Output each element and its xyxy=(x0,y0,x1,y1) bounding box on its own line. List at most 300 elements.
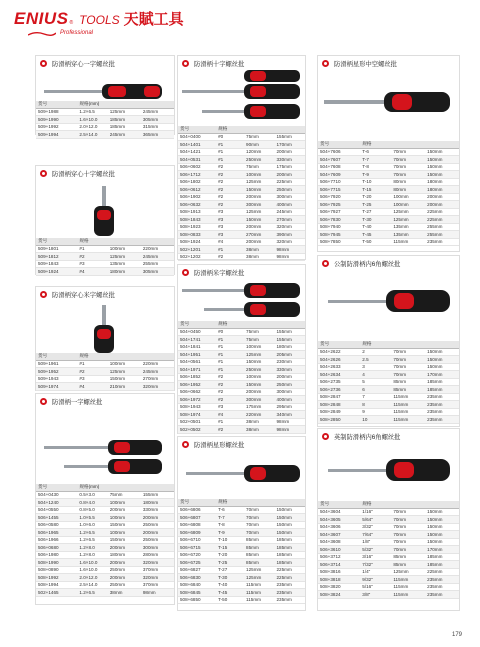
table-cell: 115mm xyxy=(391,583,425,591)
table-cell: 506+3714 xyxy=(318,561,360,569)
table-row xyxy=(36,499,174,507)
table-cell: 70mm xyxy=(391,516,425,524)
table-cell: 70mm xyxy=(391,348,425,356)
table-cell: 120mm xyxy=(244,148,274,156)
table-cell: 504+3605 xyxy=(318,516,360,524)
table-cell: 1.0×5.5 xyxy=(77,514,107,522)
table-cell: 220mm xyxy=(141,360,174,368)
table-cell: 125mm xyxy=(108,368,141,376)
spec-table xyxy=(36,484,174,597)
table-cell: 225mm xyxy=(275,574,306,582)
table-cell: 270mm xyxy=(244,231,274,239)
column-header: 货号 xyxy=(178,126,216,133)
table-cell: 70mm xyxy=(391,531,425,539)
table-row xyxy=(36,574,174,582)
table-cell: 504+1421 xyxy=(178,148,216,156)
table-cell: T-50 xyxy=(360,238,391,246)
table-row xyxy=(36,260,174,268)
table-cell: 5 xyxy=(360,378,391,386)
table-cell: 38mm xyxy=(244,418,274,426)
table-cell: #2 xyxy=(216,163,244,171)
product-image xyxy=(182,455,304,495)
table-cell: T-9 xyxy=(216,529,244,537)
table-cell: 330mm xyxy=(141,506,174,514)
table-cell: T-10 xyxy=(216,536,244,544)
table-cell: 1.2×8.0 xyxy=(77,544,107,552)
table-row xyxy=(178,238,305,246)
table-cell: 506+6827 xyxy=(178,566,216,574)
table-cell: 245mm xyxy=(141,368,174,376)
table-row xyxy=(178,223,305,231)
table-cell: 155mm xyxy=(275,336,306,344)
panel-title: 防滑柄十字螺丝批 xyxy=(178,56,244,70)
table-cell: 200mm xyxy=(108,574,141,582)
product-image xyxy=(66,305,146,353)
table-cell: 70mm xyxy=(391,356,425,364)
table-cell: T-27 xyxy=(360,208,391,216)
table-row xyxy=(318,408,459,416)
table-row xyxy=(178,418,305,426)
table-cell: 1.6×10.0 xyxy=(77,559,107,567)
table-cell: 1/8" xyxy=(360,538,391,546)
table-row xyxy=(178,343,305,351)
table-cell: 320mm xyxy=(141,574,174,582)
table-cell: 185mm xyxy=(425,561,459,569)
panel-slot xyxy=(35,393,175,605)
table-header-row xyxy=(318,341,459,348)
table-row xyxy=(318,223,459,231)
panel-title: 防滑柄星形中空螺丝批 xyxy=(318,56,397,70)
table-cell: 230mm xyxy=(275,358,306,366)
column-header xyxy=(141,484,174,491)
table-cell: 255mm xyxy=(141,260,174,268)
table-cell: 506+1965 xyxy=(36,529,77,537)
table-cell: 200mm xyxy=(244,193,274,201)
table-cell: 330mm xyxy=(275,366,306,374)
table-cell: 100mm xyxy=(108,529,141,537)
table-cell: 506+1952 xyxy=(178,381,216,389)
table-cell: T-40 xyxy=(216,581,244,589)
table-cell: 200mm xyxy=(244,388,274,396)
table-cell: #1 xyxy=(216,246,244,254)
table-cell: 340mm xyxy=(275,411,306,419)
table-cell: 150mm xyxy=(425,363,459,371)
table-cell: 504+3608 xyxy=(318,538,360,546)
panel-hex-imperial xyxy=(317,428,460,611)
table-cell: 3 xyxy=(360,363,391,371)
table-cell: 509+1801 xyxy=(36,245,77,253)
table-cell: 125mm xyxy=(244,351,274,359)
table-row xyxy=(318,178,459,186)
table-cell: 98mm xyxy=(141,589,174,597)
table-row xyxy=(318,386,459,394)
table-cell: 504+1741 xyxy=(178,336,216,344)
table-cell: 509+1992 xyxy=(36,123,77,131)
table-cell: 506+1712 xyxy=(178,171,216,179)
spec-table xyxy=(318,141,459,246)
table-cell: 508+2847 xyxy=(318,393,360,401)
column-header: 规格 xyxy=(77,238,107,245)
table-cell: 506+0580 xyxy=(36,521,77,529)
table-row xyxy=(178,133,305,141)
column-header xyxy=(244,126,274,133)
table-cell: 250mm xyxy=(275,381,306,389)
table-cell: 270mm xyxy=(275,216,306,224)
table-cell: 38mm xyxy=(108,589,141,597)
table-row xyxy=(178,574,305,582)
table-cell: 85mm xyxy=(244,536,274,544)
table-cell: 504+0400 xyxy=(178,133,216,141)
table-cell: 200mm xyxy=(275,148,306,156)
table-cell: #1 xyxy=(77,360,107,368)
table-cell: 504+2626 xyxy=(318,356,360,364)
table-cell: 502+0502 xyxy=(178,426,216,434)
table-row xyxy=(178,246,305,254)
table-cell: T-6 xyxy=(216,506,244,514)
table-cell: 509+1961 xyxy=(36,360,77,368)
table-row xyxy=(178,216,305,224)
column-header xyxy=(391,141,425,148)
table-cell: 1/4" xyxy=(360,568,391,576)
panel-title: 防滑柄穿心十字螺丝批 xyxy=(36,166,115,180)
table-cell: 75mm xyxy=(244,328,274,336)
table-cell: 508+3820 xyxy=(318,583,360,591)
table-cell: 38mm xyxy=(244,253,274,261)
table-row xyxy=(318,583,459,591)
column-header xyxy=(275,321,306,328)
table-row xyxy=(178,178,305,186)
table-cell: #3 xyxy=(216,403,244,411)
panel-title: 防滑柄穿心米字螺丝批 xyxy=(36,287,115,301)
table-cell: 502+1465 xyxy=(36,589,77,597)
table-row xyxy=(318,393,459,401)
table-cell: 100mm xyxy=(108,499,141,507)
table-cell: 509+1974 xyxy=(36,383,77,391)
table-cell: 502+0501 xyxy=(178,418,216,426)
table-cell: 1.2×6.5 xyxy=(77,589,107,597)
spec-table xyxy=(318,501,459,599)
table-cell: 150mm xyxy=(425,156,459,164)
table-cell: 85mm xyxy=(391,561,425,569)
table-cell: #1 xyxy=(216,351,244,359)
table-cell: 300mm xyxy=(275,388,306,396)
table-cell: 225mm xyxy=(425,216,459,224)
table-cell: 235mm xyxy=(425,238,459,246)
table-cell: 135mm xyxy=(391,223,425,231)
table-row xyxy=(36,491,174,499)
table-cell: #1 xyxy=(216,343,244,351)
table-cell: 98mm xyxy=(275,426,306,434)
table-cell: 504+0550 xyxy=(36,506,77,514)
table-cell: T-40 xyxy=(360,223,391,231)
table-cell: 185mm xyxy=(108,123,141,131)
column-header: 货号 xyxy=(318,341,360,348)
table-cell: 70mm xyxy=(244,529,274,537)
column-header: 货号 xyxy=(36,238,77,245)
table-row xyxy=(318,171,459,179)
table-row xyxy=(178,186,305,194)
table-cell: 245mm xyxy=(108,131,141,139)
table-cell: #1 xyxy=(216,148,244,156)
table-row xyxy=(178,373,305,381)
table-cell: 3/8" xyxy=(360,591,391,599)
table-cell: 85mm xyxy=(391,553,425,561)
table-cell: #0 xyxy=(216,133,244,141)
table-cell: 115mm xyxy=(391,238,425,246)
table-row xyxy=(318,576,459,584)
table-cell: 70mm xyxy=(391,523,425,531)
table-cell: 85mm xyxy=(244,544,274,552)
table-cell: #1 xyxy=(216,358,244,366)
table-cell: 135mm xyxy=(108,260,141,268)
table-cell: 100mm xyxy=(391,201,425,209)
table-row xyxy=(36,544,174,552)
table-cell: 150mm xyxy=(244,216,274,224)
table-row xyxy=(36,506,174,514)
table-cell: 100mm xyxy=(108,360,141,368)
table-cell: 115mm xyxy=(244,596,274,604)
table-cell: 400mm xyxy=(275,201,306,209)
table-cell: 70mm xyxy=(391,546,425,554)
table-cell: T-7 xyxy=(216,514,244,522)
table-row xyxy=(178,336,305,344)
table-row xyxy=(178,514,305,522)
table-cell: #4 xyxy=(77,383,107,391)
table-cell: 100mm xyxy=(244,373,274,381)
table-cell: 155mm xyxy=(275,328,306,336)
table-row xyxy=(36,559,174,567)
table-cell: 7/64" xyxy=(360,531,391,539)
table-cell: 506+6808 xyxy=(178,521,216,529)
table-cell: #2 xyxy=(216,396,244,404)
table-cell: 508+3816 xyxy=(318,568,360,576)
table-cell: #2 xyxy=(216,253,244,261)
table-cell: 200mm xyxy=(108,506,141,514)
table-cell: 509+1843 xyxy=(36,260,77,268)
column-header xyxy=(425,341,459,348)
table-header-row xyxy=(36,353,174,360)
table-cell: 75mm xyxy=(244,163,274,171)
table-row xyxy=(178,231,305,239)
table-cell: 0.5×3.0 xyxy=(77,491,107,499)
table-row xyxy=(36,253,174,261)
table-cell: 504+7606 xyxy=(318,148,360,156)
table-cell: T-20 xyxy=(360,193,391,201)
table-row xyxy=(318,546,459,554)
table-cell: 365mm xyxy=(141,131,174,139)
table-cell: 508+1913 xyxy=(178,208,216,216)
table-cell: 504+3607 xyxy=(318,531,360,539)
table-row xyxy=(178,171,305,179)
table-cell: 180mm xyxy=(425,186,459,194)
table-cell: 200mm xyxy=(425,201,459,209)
table-row xyxy=(36,245,174,253)
column-header: 货号 xyxy=(36,353,77,360)
column-header: 规格 xyxy=(360,341,391,348)
table-cell: 175mm xyxy=(275,163,306,171)
table-cell: 235mm xyxy=(425,576,459,584)
table-cell: 504+0531 xyxy=(178,156,216,164)
table-row xyxy=(178,566,305,574)
table-cell: 330mm xyxy=(275,156,306,164)
panel-hex-metric xyxy=(317,255,460,427)
table-row xyxy=(178,589,305,597)
table-cell: #2 xyxy=(216,193,244,201)
table-cell: 70mm xyxy=(391,171,425,179)
table-row xyxy=(178,381,305,389)
table-cell: 509+1990 xyxy=(36,116,77,124)
column-header: 货号 xyxy=(178,321,216,328)
table-cell: 506+0612 xyxy=(178,186,216,194)
product-image xyxy=(182,281,304,321)
panel-torx xyxy=(177,436,306,611)
table-cell: 200mm xyxy=(141,514,174,522)
table-cell: #0 xyxy=(216,328,244,336)
table-cell: 506+3712 xyxy=(318,553,360,561)
table-cell: 502+1202 xyxy=(178,253,216,261)
table-cell: 508+1843 xyxy=(178,216,216,224)
table-cell: 200mm xyxy=(244,223,274,231)
column-header xyxy=(391,341,425,348)
table-cell: 504+0430 xyxy=(36,491,77,499)
table-cell: 504+0450 xyxy=(178,328,216,336)
product-image xyxy=(324,78,454,128)
column-header xyxy=(108,101,141,108)
table-cell: 200mm xyxy=(141,529,174,537)
table-cell: 509+1943 xyxy=(36,375,77,383)
spec-table xyxy=(318,341,459,424)
table-cell: 508+7940 xyxy=(318,223,360,231)
gear-icon xyxy=(182,60,189,67)
table-cell: 85mm xyxy=(391,378,425,386)
column-header xyxy=(108,484,141,491)
table-cell: #1 xyxy=(216,336,244,344)
table-cell: 180mm xyxy=(108,551,141,559)
gear-icon xyxy=(40,291,47,298)
table-cell: 185mm xyxy=(275,544,306,552)
table-cell: 225mm xyxy=(275,566,306,574)
table-cell: 75mm xyxy=(108,491,141,499)
table-cell: 508+1923 xyxy=(178,223,216,231)
table-row xyxy=(178,506,305,514)
table-cell: 506+6710 xyxy=(178,536,216,544)
table-row xyxy=(318,416,459,424)
table-cell: 250mm xyxy=(275,186,306,194)
table-row xyxy=(318,561,459,569)
table-cell: T-10 xyxy=(360,178,391,186)
table-cell: #2 xyxy=(216,201,244,209)
table-cell: T-45 xyxy=(360,231,391,239)
table-cell: #2 xyxy=(216,186,244,194)
column-header xyxy=(108,238,141,245)
column-header xyxy=(275,126,306,133)
table-row xyxy=(178,403,305,411)
table-cell: 70mm xyxy=(391,371,425,379)
table-row xyxy=(178,156,305,164)
table-row xyxy=(178,148,305,156)
product-image xyxy=(324,447,454,497)
brand-trademark: ® xyxy=(69,20,74,26)
table-cell: 100mm xyxy=(108,514,141,522)
table-cell: 2.0×12.0 xyxy=(77,123,107,131)
table-cell: T-45 xyxy=(216,589,244,597)
table-cell: 504+1841 xyxy=(178,343,216,351)
table-cell: 225mm xyxy=(425,208,459,216)
table-cell: 1/16" xyxy=(360,508,391,516)
table-cell: 2.0×12.0 xyxy=(77,574,107,582)
table-cell: 506+1972 xyxy=(178,396,216,404)
table-cell: 506+1902 xyxy=(178,193,216,201)
table-cell: 504+7607 xyxy=(318,156,360,164)
table-row xyxy=(178,596,305,604)
table-row xyxy=(318,516,459,524)
table-row xyxy=(318,371,459,379)
table-row xyxy=(36,514,174,522)
table-cell: 150mm xyxy=(425,508,459,516)
table-cell: 300mm xyxy=(275,193,306,201)
table-cell: 5/32" xyxy=(360,546,391,554)
gear-icon xyxy=(322,60,329,67)
table-cell: 504+2633 xyxy=(318,363,360,371)
table-cell: 504+3604 xyxy=(318,508,360,516)
table-cell: T-20 xyxy=(216,551,244,559)
column-header: 规格(mm) xyxy=(77,101,107,108)
column-header: 规格 xyxy=(360,501,391,508)
table-cell: 1.2×6.5 xyxy=(77,529,107,537)
brand-name: ENIUS xyxy=(14,9,69,28)
table-cell: 150mm xyxy=(275,521,306,529)
table-cell: 0.8×4.0 xyxy=(77,499,107,507)
table-cell: 170mm xyxy=(425,371,459,379)
table-cell: 9 xyxy=(360,408,391,416)
table-cell: 295mm xyxy=(275,403,306,411)
table-row xyxy=(36,268,174,276)
table-cell: 205mm xyxy=(275,351,306,359)
table-row xyxy=(178,253,305,261)
table-cell: 305mm xyxy=(141,268,174,276)
table-cell: 150mm xyxy=(108,521,141,529)
table-cell: 1.2×6.5 xyxy=(77,108,107,116)
table-cell: 245mm xyxy=(275,208,306,216)
table-cell: 185mm xyxy=(275,551,306,559)
column-header xyxy=(425,501,459,508)
table-cell: 90mm xyxy=(244,141,274,149)
table-cell: 70mm xyxy=(391,156,425,164)
table-cell: 180mm xyxy=(275,343,306,351)
table-cell: 98mm xyxy=(275,253,306,261)
column-header: 规格 xyxy=(216,499,244,506)
table-row xyxy=(178,366,305,374)
table-cell: 150mm xyxy=(275,514,306,522)
table-row xyxy=(36,368,174,376)
table-cell: 85mm xyxy=(244,559,274,567)
table-cell: 115mm xyxy=(391,416,425,424)
brand-tools: TOOLS xyxy=(79,13,120,27)
table-cell: #3 xyxy=(216,223,244,231)
table-row xyxy=(36,375,174,383)
table-cell: 150mm xyxy=(275,529,306,537)
table-cell: 320mm xyxy=(275,238,306,246)
table-cell: 200mm xyxy=(108,559,141,567)
table-cell: 85mm xyxy=(391,386,425,394)
table-cell: 320mm xyxy=(275,223,306,231)
table-cell: 200mm xyxy=(275,373,306,381)
product-image xyxy=(44,438,168,478)
table-cell: 185mm xyxy=(425,378,459,386)
table-row xyxy=(318,378,459,386)
table-row xyxy=(178,559,305,567)
table-cell: 150mm xyxy=(244,381,274,389)
